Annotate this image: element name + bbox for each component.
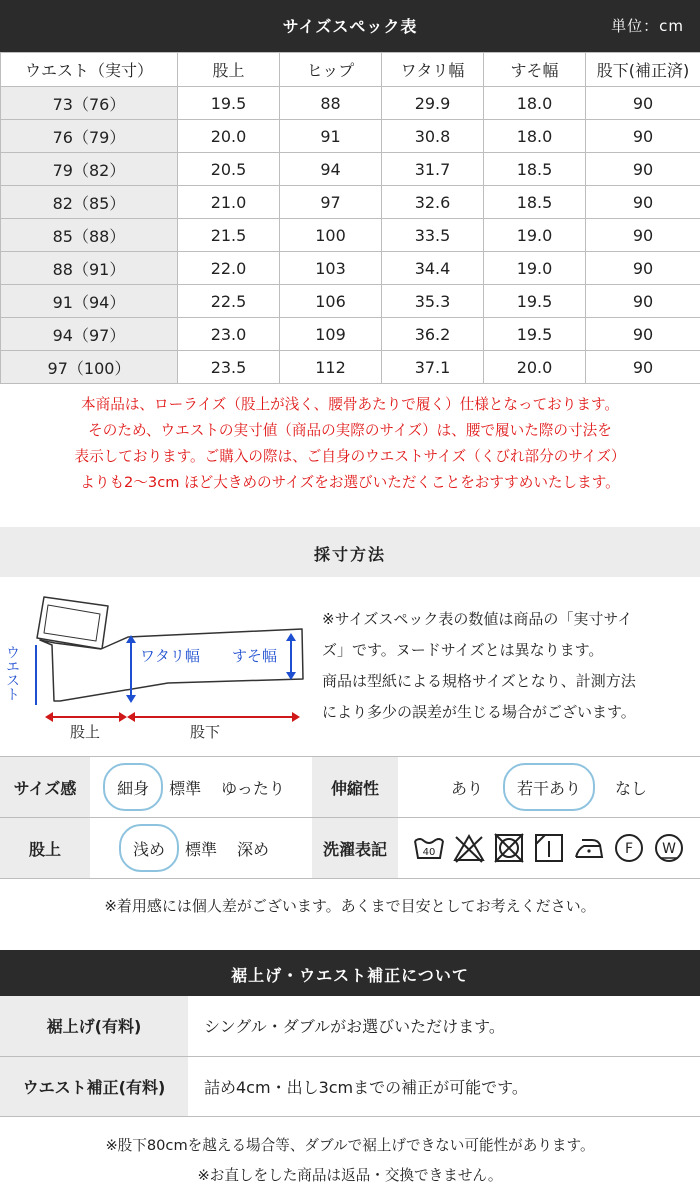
cell-waist: 85（88）	[1, 219, 178, 252]
cell-rise: 22.0	[178, 252, 280, 285]
stretch-option-none: なし	[615, 778, 648, 798]
cell-rise: 20.5	[178, 153, 280, 186]
cell-thigh: 32.6	[382, 186, 484, 219]
cell-hem: 19.5	[484, 318, 586, 351]
cell-hip: 103	[280, 252, 382, 285]
measure-section-header	[0, 527, 700, 577]
cell-inseam: 90	[586, 120, 700, 153]
col-header-hip: ヒップ	[280, 53, 382, 87]
cell-waist: 82（85）	[1, 186, 178, 219]
cell-hem: 20.0	[484, 351, 586, 384]
cell-hip: 106	[280, 285, 382, 318]
line-dry-shade-icon	[532, 831, 566, 865]
care-label: 洗濯表記	[312, 818, 398, 879]
table-row	[1, 318, 700, 351]
rise-label: 股上	[70, 723, 101, 741]
measure-note-line: ※サイズスペック表の数値は商品の「実寸サイ	[322, 610, 633, 628]
table-row	[1, 219, 700, 252]
measure-note-line: 商品は型紙による規格サイズとなり、計測方法	[322, 672, 636, 690]
svg-text:W: W	[662, 841, 676, 857]
cell-thigh: 35.3	[382, 285, 484, 318]
rise-attr-label: 股上	[0, 818, 90, 879]
stretch-option-slight: 若干あり	[507, 776, 591, 799]
fit-options	[90, 757, 312, 818]
attributes-row-2	[0, 818, 700, 879]
cell-hip: 109	[280, 318, 382, 351]
spec-header-row	[1, 53, 700, 87]
table-row	[1, 87, 700, 120]
cell-hip: 97	[280, 186, 382, 219]
fit-option-loose: ゆったり	[221, 778, 285, 798]
table-row	[1, 186, 700, 219]
col-header-waist: ウエスト（実寸）	[1, 53, 178, 87]
unit-label: 単位：cm	[611, 17, 684, 35]
rise-option-deep: 深め	[237, 839, 270, 859]
table-row	[1, 285, 700, 318]
wash-40-icon	[412, 831, 446, 865]
attributes-table	[0, 756, 700, 879]
cell-hem: 18.0	[484, 120, 586, 153]
cell-rise: 23.0	[178, 318, 280, 351]
cell-inseam: 90	[586, 153, 700, 186]
thigh-label: ワタリ幅	[140, 647, 200, 665]
spec-header-bar	[0, 0, 700, 52]
alteration-row	[0, 996, 700, 1056]
cell-inseam: 90	[586, 318, 700, 351]
alterations-table	[0, 996, 700, 1117]
cell-hem: 18.5	[484, 186, 586, 219]
notice-line: 本商品は、ローライズ（股上が浅く、腰骨あたりで履く）仕様となっております。	[81, 396, 619, 413]
col-header-rise: 股上	[178, 53, 280, 87]
no-tumble-dry-icon	[492, 831, 526, 865]
alterations-title: 裾上げ・ウエスト補正について	[231, 966, 469, 985]
stretch-option-yes: あり	[450, 778, 483, 798]
table-row	[1, 153, 700, 186]
fit-option-standard: 標準	[169, 778, 202, 798]
cell-hem: 19.5	[484, 285, 586, 318]
hem-label: すそ幅	[232, 647, 278, 665]
low-rise-notice	[0, 392, 700, 496]
cell-inseam: 90	[586, 252, 700, 285]
alteration-note: ※股下80cmを越える場合等、ダブルで裾上げできない可能性があります。	[105, 1137, 595, 1154]
alterations-header-bar	[0, 950, 700, 996]
cell-rise: 23.5	[178, 351, 280, 384]
fit-note: ※着用感には個人差がございます。あくまで目安としてお考えください。	[104, 897, 596, 915]
cell-hem: 19.0	[484, 219, 586, 252]
cell-waist: 97（100）	[1, 351, 178, 384]
stretch-label: 伸縮性	[312, 757, 398, 818]
cell-hip: 100	[280, 219, 382, 252]
measure-title: 採寸方法	[313, 545, 386, 564]
cell-rise: 20.0	[178, 120, 280, 153]
cell-waist: 76（79）	[1, 120, 178, 153]
attributes-row-1	[0, 757, 700, 818]
size-spec-table	[0, 52, 700, 384]
cell-hip: 91	[280, 120, 382, 153]
cell-inseam: 90	[586, 285, 700, 318]
cell-hem: 19.0	[484, 252, 586, 285]
cell-waist: 91（94）	[1, 285, 178, 318]
cell-thigh: 31.7	[382, 153, 484, 186]
cell-rise: 21.0	[178, 186, 280, 219]
cell-inseam: 90	[586, 186, 700, 219]
care-symbols	[398, 818, 700, 879]
svg-text:40: 40	[422, 847, 436, 858]
waist-adjust-label: ウエスト補正(有料)	[0, 1056, 188, 1116]
waist-adjust-value: 詰め4cm・出し3cmまでの補正が可能です。	[188, 1056, 700, 1116]
alterations-notes	[0, 1131, 700, 1191]
table-row	[1, 120, 700, 153]
inseam-arrow-left	[127, 712, 135, 722]
col-header-inseam: 股下(補正済)	[586, 53, 700, 87]
inseam-label: 股下	[190, 723, 221, 741]
cell-hem: 18.5	[484, 153, 586, 186]
cell-thigh: 37.1	[382, 351, 484, 384]
hemming-label: 裾上げ(有料)	[0, 996, 188, 1056]
rise-option-standard: 標準	[184, 839, 217, 859]
measurement-diagram	[0, 583, 310, 748]
cell-hip: 94	[280, 153, 382, 186]
thigh-arrow-bottom	[126, 695, 136, 703]
cell-inseam: 90	[586, 87, 700, 120]
waist-label: ウエスト	[4, 645, 20, 701]
notice-line: そのため、ウエストの実寸値（商品の実際のサイズ）は、腰で履いた際の寸法を	[88, 422, 612, 439]
cell-waist: 88（91）	[1, 252, 178, 285]
cell-rise: 21.5	[178, 219, 280, 252]
inseam-arrow-right	[292, 712, 300, 722]
cell-hem: 18.0	[484, 87, 586, 120]
rise-options	[90, 818, 312, 879]
fit-option-slim: 細身	[107, 776, 159, 799]
cell-thigh: 30.8	[382, 120, 484, 153]
alteration-note: ※お直しをした商品は返品・交換できません。	[197, 1167, 503, 1184]
cell-rise: 22.5	[178, 285, 280, 318]
wet-clean-w-icon	[652, 831, 686, 865]
notice-line: よりも2〜3cm ほど大きめのサイズをお選びいただくことをおすすめいたします。	[80, 474, 620, 491]
cell-thigh: 33.5	[382, 219, 484, 252]
cell-waist: 79（82）	[1, 153, 178, 186]
table-row	[1, 351, 700, 384]
cell-thigh: 29.9	[382, 87, 484, 120]
rise-arrow-left	[45, 712, 53, 722]
cell-hip: 112	[280, 351, 382, 384]
iron-low-icon	[572, 831, 606, 865]
measure-note	[322, 604, 692, 728]
measure-note-line: ズ」です。ヌードサイズとは異なります。	[322, 641, 604, 659]
stretch-options	[398, 757, 700, 818]
spec-title: サイズスペック表	[282, 17, 418, 36]
cell-waist: 94（97）	[1, 318, 178, 351]
fit-label: サイズ感	[0, 757, 90, 818]
rise-option-shallow: 浅め	[123, 837, 175, 860]
measure-note-line: により多少の誤差が生じる場合がございます。	[322, 703, 636, 721]
table-row	[1, 252, 700, 285]
cell-thigh: 34.4	[382, 252, 484, 285]
cell-hip: 88	[280, 87, 382, 120]
alteration-row	[0, 1056, 700, 1116]
cell-thigh: 36.2	[382, 318, 484, 351]
cell-rise: 19.5	[178, 87, 280, 120]
col-header-thigh: ワタリ幅	[382, 53, 484, 87]
cell-inseam: 90	[586, 351, 700, 384]
rise-arrow-right	[119, 712, 127, 722]
svg-text:F: F	[624, 841, 634, 857]
dry-clean-f-icon	[612, 831, 646, 865]
no-bleach-icon	[452, 831, 486, 865]
cell-waist: 73（76）	[1, 87, 178, 120]
notice-line: 表示しております。ご購入の際は、ご自身のウエストサイズ（くびれ部分のサイズ）	[74, 448, 626, 465]
hemming-value: シングル・ダブルがお選びいただけます。	[188, 996, 700, 1056]
cell-inseam: 90	[586, 219, 700, 252]
col-header-hem: すそ幅	[484, 53, 586, 87]
